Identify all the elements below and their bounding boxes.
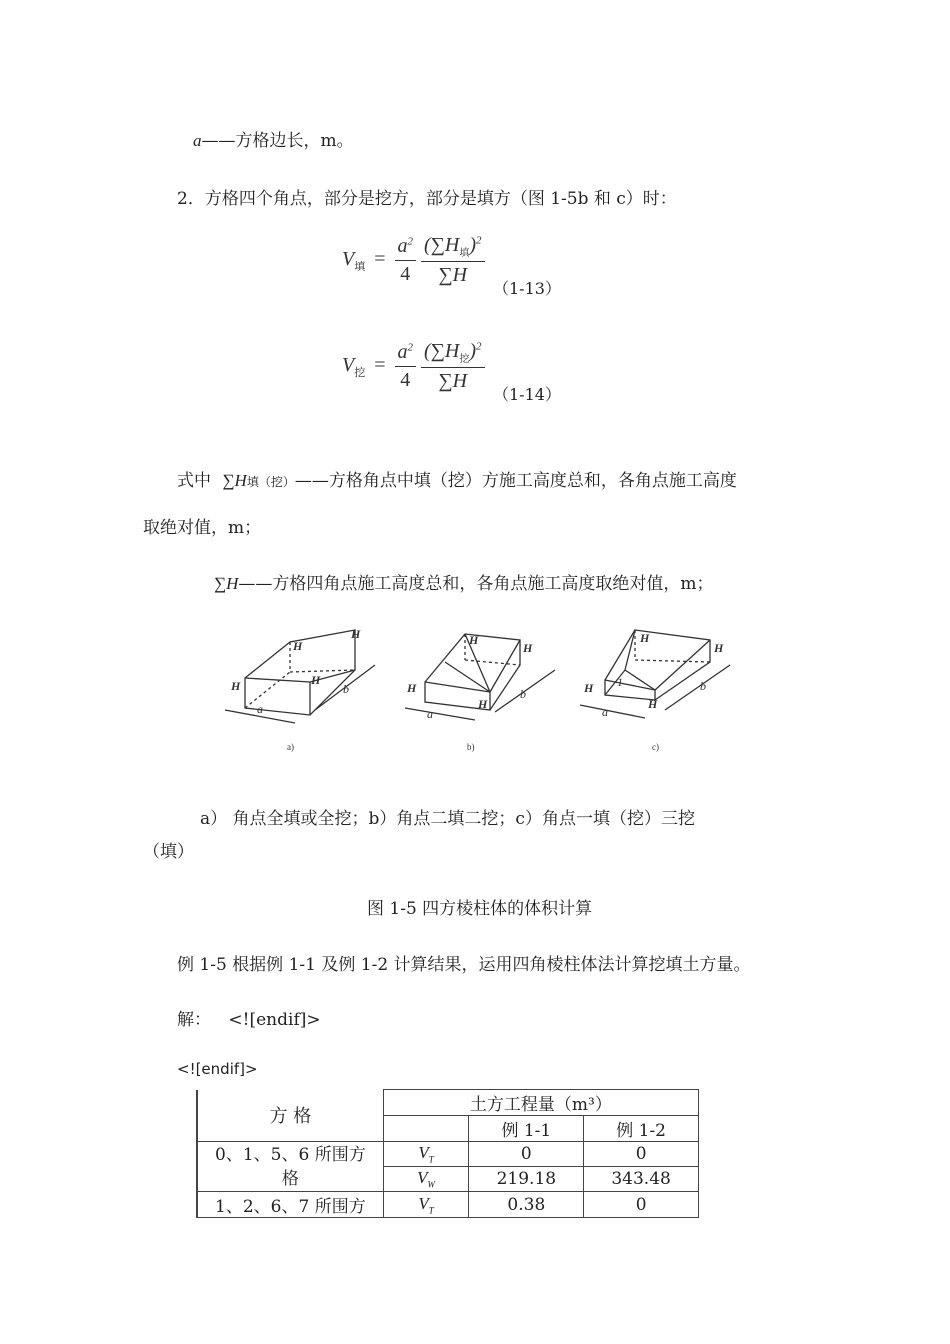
label-H: H xyxy=(407,681,417,695)
panel-b xyxy=(405,633,555,752)
header-quantity: 土方工程量（m³） xyxy=(383,1090,698,1116)
label-b: b xyxy=(343,682,349,696)
definition-sum-h: ∑H——方格四角点施工高度总和，各角点施工高度取绝对值，m； xyxy=(214,574,714,594)
prism-diagram xyxy=(215,620,755,760)
symbol-a: a xyxy=(193,131,202,150)
label-H: H xyxy=(478,697,488,711)
definition-a xyxy=(193,126,354,151)
label-H: H xyxy=(648,697,658,711)
label-H: H xyxy=(231,679,241,693)
formula-cut-volume: $V_挖$ = $\frac{a^2}{4}$ $\frac{(\sum H_挖)^2}{\sum H}$ xyxy=(342,340,485,393)
header-fangge: 方 格 xyxy=(197,1090,383,1142)
header-empty xyxy=(383,1116,469,1142)
header-ex1: 例 1-1 xyxy=(469,1116,584,1142)
case-2-heading: 2．方格四个角点，部分是挖方，部分是填方（图 1-5b 和 c）时： xyxy=(177,189,677,209)
equation-number-1-13: （1-13） xyxy=(493,279,561,298)
label-b: b xyxy=(520,687,526,701)
label-1: 1 xyxy=(617,675,623,689)
label-H: H xyxy=(523,641,533,655)
definition-a-text: ——方格边长，m。 xyxy=(201,131,354,151)
label-a: a xyxy=(427,707,433,721)
panel-label-b: b) xyxy=(467,742,475,752)
solution-line: 解： <![endif]> xyxy=(177,1010,321,1030)
label-a: a xyxy=(257,702,263,716)
panel-c xyxy=(580,630,730,752)
endif-tag: <![endif]> xyxy=(177,1060,258,1078)
label-b: b xyxy=(700,679,706,693)
label-H: H xyxy=(584,681,594,695)
label-H: H xyxy=(311,673,321,687)
panel-a xyxy=(225,627,375,752)
label-H: H xyxy=(293,639,303,653)
label-H: H xyxy=(351,627,361,641)
formula-fill-volume: $V_填$ = $\frac{a^2}{4}$ $\frac{(\sum H_填)^2}{\sum H}$ xyxy=(342,234,485,287)
earthwork-table xyxy=(196,1089,699,1218)
figure-caption-line-2: （填） xyxy=(143,842,194,862)
table-row: 1、2、6、7 所围方 $V_T$ 0.38 0 xyxy=(197,1192,699,1218)
definition-continuation: 取绝对值，m； xyxy=(143,518,262,538)
figure-caption-line-1: a） 角点全填或全挖；b）角点二填二挖；c）角点一填（挖）三挖 xyxy=(200,809,695,829)
label-H: H xyxy=(640,631,650,645)
example-1-5: 例 1-5 根据例 1-1 及例 1-2 计算结果，运用四角棱柱体法计算挖填土方量。 xyxy=(177,955,751,975)
header-ex2: 例 1-2 xyxy=(584,1116,699,1142)
table-row: $V_W$ 219.18 343.48 xyxy=(197,1167,699,1192)
label-H: H xyxy=(714,641,724,655)
equation-number-1-14: （1-14） xyxy=(493,385,561,404)
label-a: a xyxy=(602,705,608,719)
panel-label-c: c) xyxy=(652,742,659,752)
definition-sum-h-fill-cut: 式中 ∑H填（挖）——方格角点中填（挖）方施工高度总和，各角点施工高度 xyxy=(177,471,737,491)
figure-title: 图 1-5 四方棱柱体的体积计算 xyxy=(367,899,593,919)
panel-label-a: a) xyxy=(287,742,294,752)
table-row: 0、1、5、6 所围方 格 $V_T$ 0 0 xyxy=(197,1142,699,1167)
label-H: H xyxy=(469,633,479,647)
